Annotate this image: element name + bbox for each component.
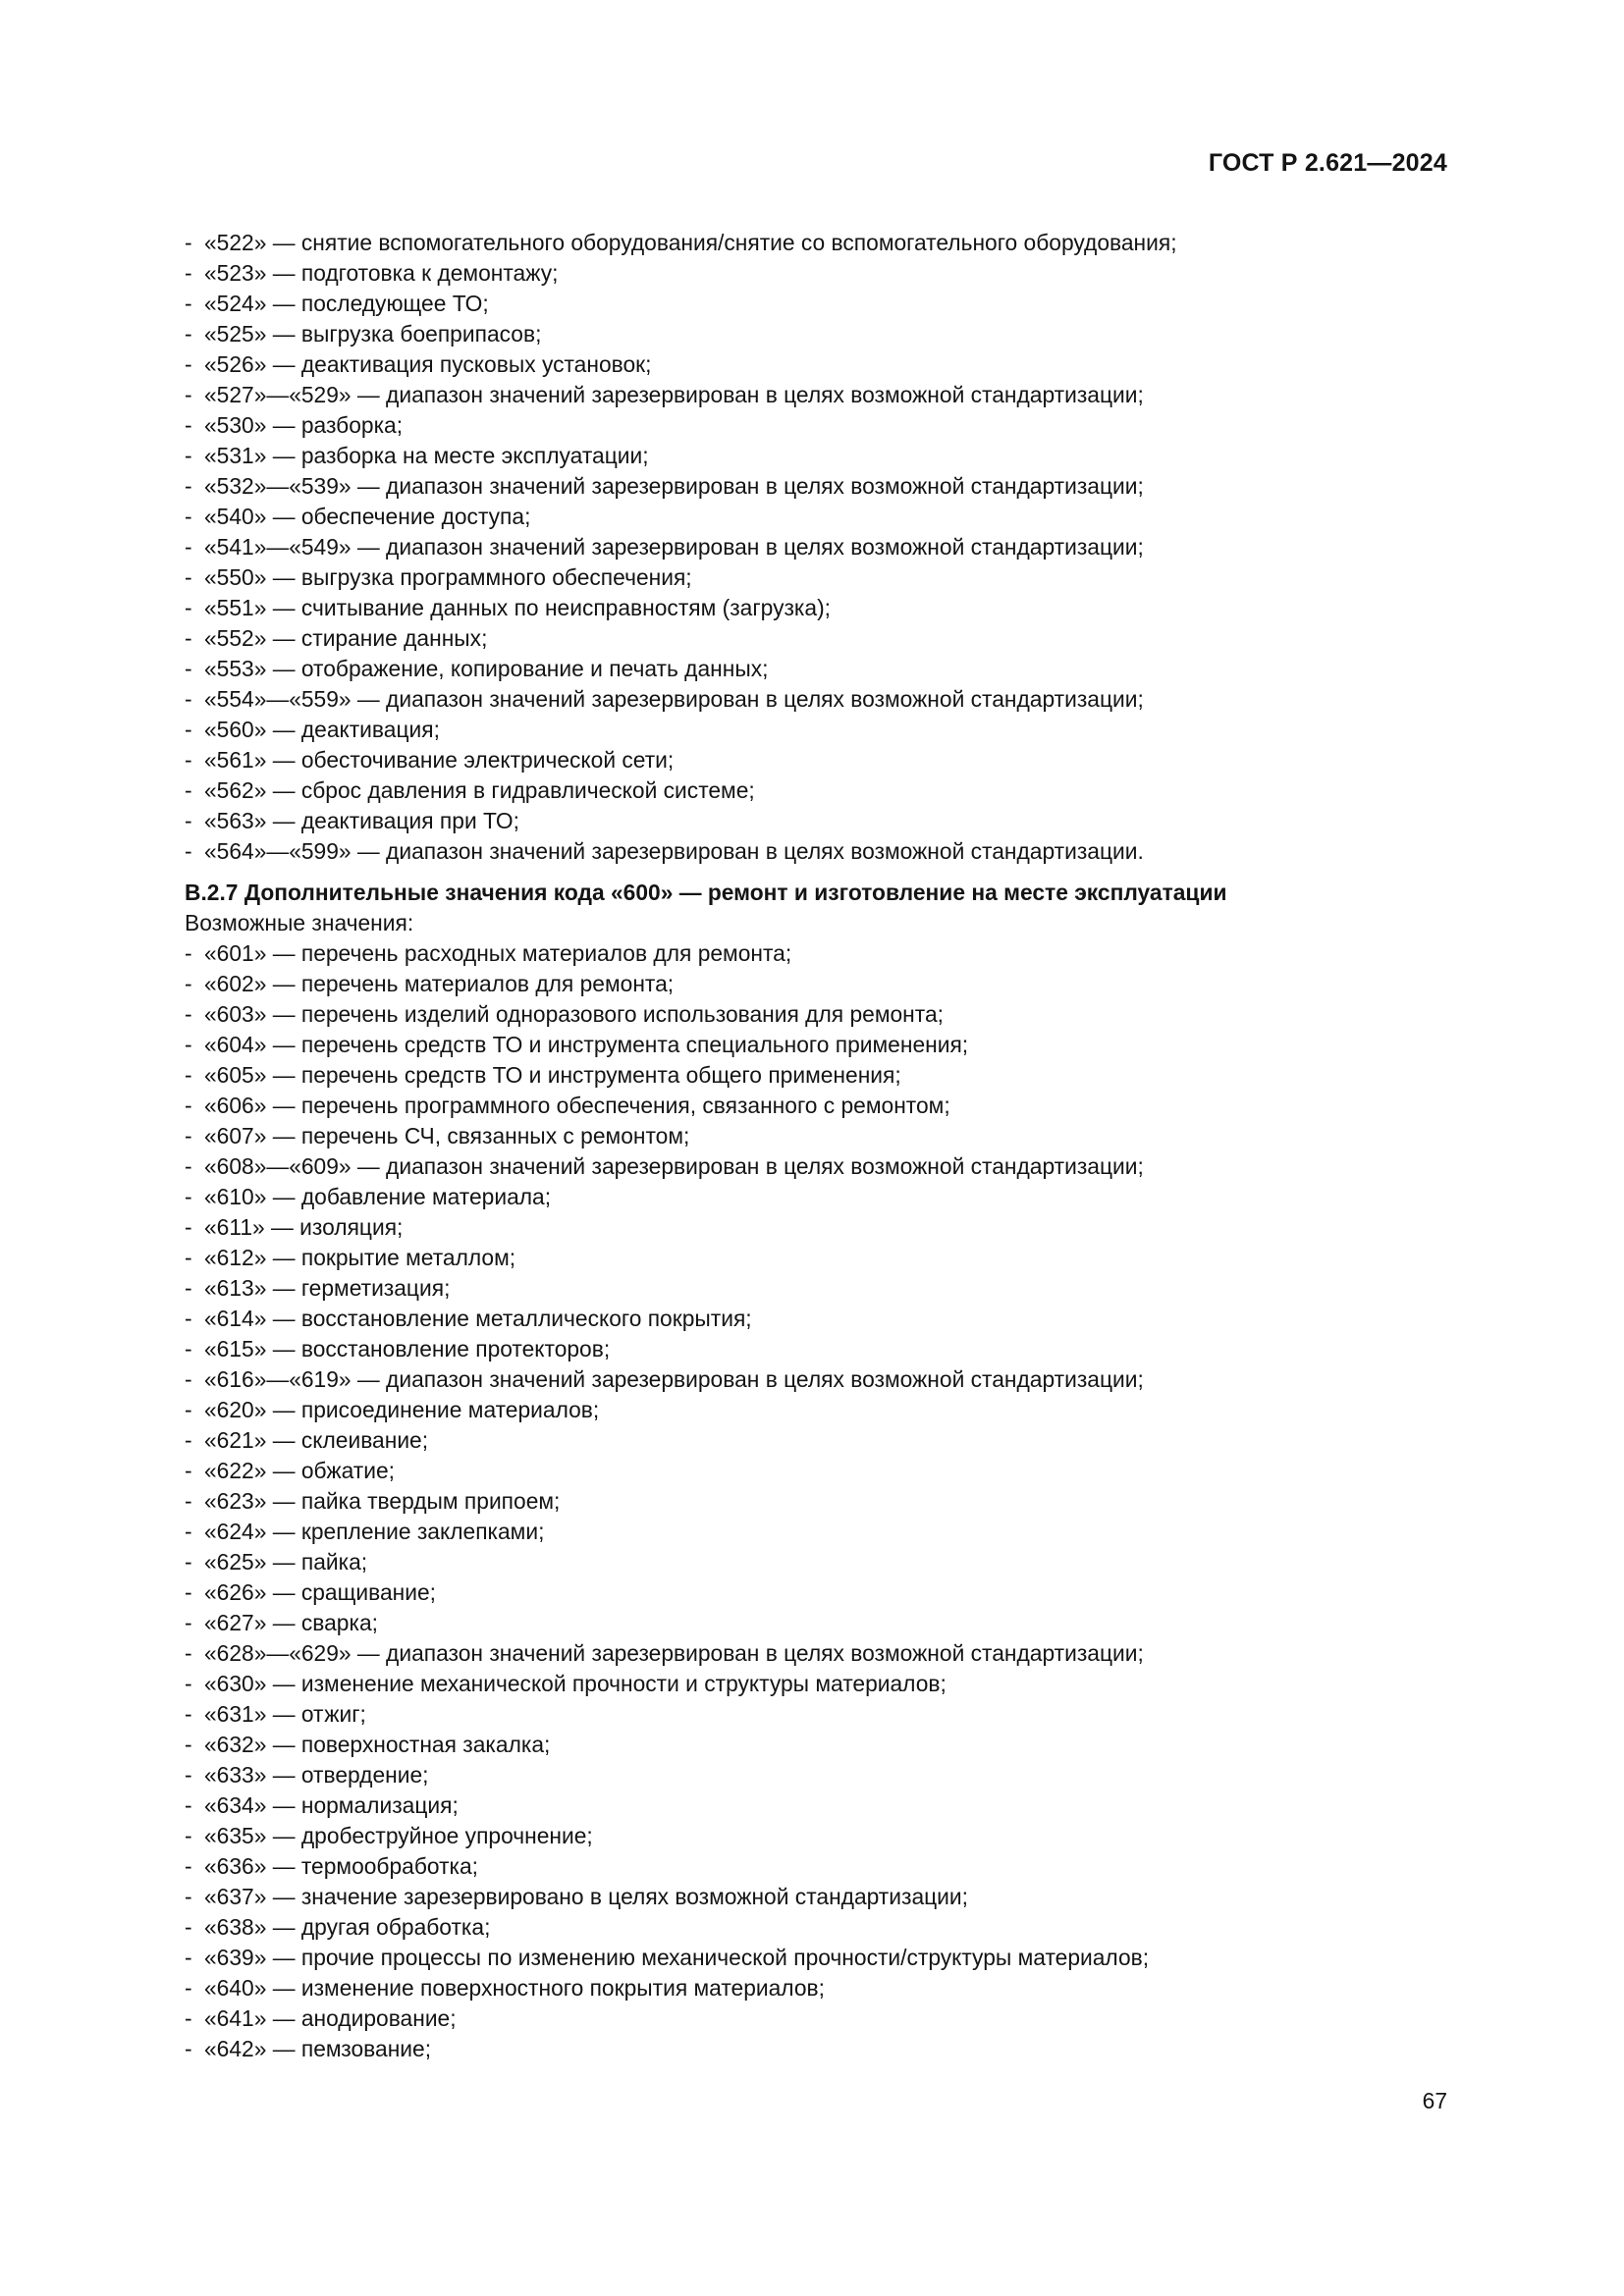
list-item: [185, 1699, 1451, 1730]
list-bullet: -: [185, 1945, 192, 1970]
list-item: [185, 1730, 1451, 1760]
list-bullet: -: [185, 291, 192, 316]
list-item-text: «560» — деактивация;: [204, 717, 440, 742]
list-item: [185, 1304, 1451, 1334]
list-item-text: «612» — покрытие металлом;: [204, 1245, 516, 1270]
section-heading: В.2.7 Дополнительные значения кода «600» — ремонт и изготовление на месте эксплуатации: [185, 880, 1227, 905]
list-item: [185, 684, 1451, 715]
list-bullet: -: [185, 838, 192, 864]
list-bullet: -: [185, 595, 192, 620]
list-item: [185, 1060, 1451, 1091]
list-bullet: -: [185, 230, 192, 255]
list-item-text: «610» — добавление материала;: [204, 1184, 552, 1209]
list-bullet: -: [185, 1488, 192, 1514]
list-item-text: «615» — восстановление протекторов;: [204, 1336, 611, 1362]
list-item: [185, 228, 1451, 258]
list-item: [185, 938, 1451, 969]
list-item: [185, 289, 1451, 319]
list-item: [185, 1121, 1451, 1151]
list-item: [185, 745, 1451, 775]
list-bullet: -: [185, 1245, 192, 1270]
document-header: ГОСТ Р 2.621—2024: [1208, 149, 1447, 177]
list-item: [185, 1182, 1451, 1212]
list-bullet: -: [185, 443, 192, 468]
list-item: [185, 1912, 1451, 1943]
list-bullet: -: [185, 777, 192, 803]
list-item-text: «525» — выгрузка боеприпасов;: [204, 321, 542, 347]
list-bullet: -: [185, 656, 192, 681]
list-item: [185, 1517, 1451, 1547]
list-bullet: -: [185, 1519, 192, 1544]
list-bullet: -: [185, 1093, 192, 1118]
list-bullet: -: [185, 1397, 192, 1422]
list-item: [185, 1790, 1451, 1821]
list-bullet: -: [185, 1458, 192, 1483]
list-bullet: -: [185, 1640, 192, 1666]
list-item: [185, 1395, 1451, 1425]
list-item-text: «562» — сброс давления в гидравлической системе;: [204, 777, 755, 803]
list-bullet: -: [185, 971, 192, 996]
list-item: [185, 1577, 1451, 1608]
list-item: [185, 593, 1451, 623]
list-item-text: «552» — стирание данных;: [204, 625, 488, 651]
list-bullet: -: [185, 1610, 192, 1635]
list-bullet: -: [185, 1153, 192, 1179]
list-bullet: -: [185, 321, 192, 347]
list-item-text: «603» — перечень изделий одноразового использования для ремонта;: [204, 1001, 944, 1027]
list-item: [185, 319, 1451, 349]
list-item: [185, 1760, 1451, 1790]
list-bullet: -: [185, 2036, 192, 2061]
list-item-text: «630» — изменение механической прочности и структуры материалов;: [204, 1671, 947, 1696]
list-item: [185, 562, 1451, 593]
list-item: [185, 1973, 1451, 2003]
list-bullet: -: [185, 1032, 192, 1057]
list-item-text: «550» — выгрузка программного обеспечения;: [204, 564, 692, 590]
list-bullet: -: [185, 1427, 192, 1453]
list-item: [185, 1425, 1451, 1456]
list-item-text: «605» — перечень средств ТО и инструмента общего применения;: [204, 1062, 901, 1088]
list-item-text: «602» — перечень материалов для ремонта;: [204, 971, 675, 996]
code-list-500: [185, 228, 1451, 867]
list-bullet: -: [185, 504, 192, 529]
list-bullet: -: [185, 686, 192, 712]
list-item-text: «523» — подготовка к демонтажу;: [204, 260, 559, 286]
list-item: [185, 441, 1451, 471]
list-bullet: -: [185, 412, 192, 438]
list-item: [185, 380, 1451, 410]
list-bullet: -: [185, 1123, 192, 1148]
list-bullet: -: [185, 1914, 192, 1940]
list-item-text: «633» — отвердение;: [204, 1762, 429, 1788]
list-item-text: «530» — разборка;: [204, 412, 404, 438]
list-item-text: «601» — перечень расходных материалов для ремонта;: [204, 940, 792, 966]
list-bullet: -: [185, 382, 192, 407]
list-bullet: -: [185, 1823, 192, 1848]
list-item-text: «526» — деактивация пусковых установок;: [204, 351, 652, 377]
list-bullet: -: [185, 564, 192, 590]
list-item: [185, 836, 1451, 867]
list-item-text: «522» — снятие вспомогательного оборудования/снятие со вспомогательного оборудования;: [204, 230, 1177, 255]
list-bullet: -: [185, 534, 192, 560]
list-bullet: -: [185, 1214, 192, 1240]
list-item: [185, 1456, 1451, 1486]
list-bullet: -: [185, 1184, 192, 1209]
list-item-text: «531» — разборка на месте эксплуатации;: [204, 443, 649, 468]
list-item: [185, 999, 1451, 1030]
list-bullet: -: [185, 717, 192, 742]
list-bullet: -: [185, 1306, 192, 1331]
list-bullet: -: [185, 1366, 192, 1392]
list-item-text: «611» — изоляция;: [204, 1214, 404, 1240]
list-bullet: -: [185, 747, 192, 773]
list-item: [185, 1486, 1451, 1517]
list-item: [185, 1943, 1451, 1973]
list-item-text: «532»—«539» — диапазон значений зарезервирован в целях возможной стандартизации;: [204, 473, 1144, 499]
list-item-text: «623» — пайка твердым припоем;: [204, 1488, 561, 1514]
list-item-text: «563» — деактивация при ТО;: [204, 808, 519, 833]
list-item-text: «616»—«619» — диапазон значений зарезервирован в целях возможной стандартизации;: [204, 1366, 1144, 1392]
page-number: 67: [1422, 2088, 1447, 2113]
list-bullet: -: [185, 1701, 192, 1727]
list-bullet: -: [185, 1579, 192, 1605]
list-item: [185, 775, 1451, 806]
list-item: [185, 258, 1451, 289]
list-item: [185, 532, 1451, 562]
code-list-600: [185, 938, 1451, 2064]
list-bullet: -: [185, 625, 192, 651]
list-item: [185, 2034, 1451, 2064]
list-item: [185, 806, 1451, 836]
list-item-text: «554»—«559» — диапазон значений зарезервирован в целях возможной стандартизации;: [204, 686, 1144, 712]
list-item: [185, 1882, 1451, 1912]
list-item: [185, 1638, 1451, 1669]
list-bullet: -: [185, 1884, 192, 1909]
list-item-text: «540» — обеспечение доступа;: [204, 504, 531, 529]
page-content: [185, 228, 1451, 2064]
list-item-text: «561» — обесточивание электрической сети;: [204, 747, 675, 773]
list-item-text: «631» — отжиг;: [204, 1701, 366, 1727]
list-item: [185, 1608, 1451, 1638]
list-item: [185, 969, 1451, 999]
list-item-text: «628»—«629» — диапазон значений зарезервирован в целях возможной стандартизации;: [204, 1640, 1144, 1666]
list-item-text: «541»—«549» — диапазон значений зарезервирован в целях возможной стандартизации;: [204, 534, 1144, 560]
list-item: [185, 1243, 1451, 1273]
list-bullet: -: [185, 1853, 192, 1879]
list-item: [185, 1669, 1451, 1699]
list-item-text: «634» — нормализация;: [204, 1792, 459, 1818]
list-bullet: -: [185, 260, 192, 286]
list-item: [185, 349, 1451, 380]
list-item-text: «608»—«609» — диапазон значений зарезервирован в целях возможной стандартизации;: [204, 1153, 1144, 1179]
list-item-text: «613» — герметизация;: [204, 1275, 451, 1301]
list-item: [185, 623, 1451, 654]
list-item-text: «636» — термообработка;: [204, 1853, 479, 1879]
list-item-text: «551» — считывание данных по неисправностям (загрузка);: [204, 595, 832, 620]
list-item: [185, 1821, 1451, 1851]
list-item-text: «553» — отображение, копирование и печать данных;: [204, 656, 769, 681]
list-item-text: «622» — обжатие;: [204, 1458, 395, 1483]
list-item-text: «564»—«599» — диапазон значений зарезервирован в целях возможной стандартизации.: [204, 838, 1144, 864]
list-item-text: «635» — дробеструйное упрочнение;: [204, 1823, 593, 1848]
list-item: [185, 410, 1451, 441]
list-item: [185, 1091, 1451, 1121]
list-bullet: -: [185, 1275, 192, 1301]
list-item-text: «637» — значение зарезервировано в целях возможной стандартизации;: [204, 1884, 968, 1909]
list-item-text: «620» — присоединение материалов;: [204, 1397, 600, 1422]
list-item: [185, 1547, 1451, 1577]
list-bullet: -: [185, 473, 192, 499]
list-item-text: «642» — пемзование;: [204, 2036, 432, 2061]
list-bullet: -: [185, 1001, 192, 1027]
list-item: [185, 1273, 1451, 1304]
list-item-text: «639» — прочие процессы по изменению механической прочности/структуры материалов;: [204, 1945, 1150, 1970]
list-item: [185, 1334, 1451, 1364]
list-item: [185, 1030, 1451, 1060]
list-bullet: -: [185, 1732, 192, 1757]
list-item: [185, 471, 1451, 502]
list-item: [185, 502, 1451, 532]
list-bullet: -: [185, 1975, 192, 2001]
list-item-text: «607» — перечень СЧ, связанных с ремонтом;: [204, 1123, 690, 1148]
list-item: [185, 715, 1451, 745]
list-item-text: «604» — перечень средств ТО и инструмента специального применения;: [204, 1032, 969, 1057]
list-bullet: -: [185, 1792, 192, 1818]
list-bullet: -: [185, 2005, 192, 2031]
list-item-text: «626» — сращивание;: [204, 1579, 436, 1605]
list-bullet: -: [185, 1549, 192, 1575]
list-item-text: «624» — крепление заклепками;: [204, 1519, 545, 1544]
list-item: [185, 1212, 1451, 1243]
list-item-text: «621» — склеивание;: [204, 1427, 429, 1453]
list-item-text: «527»—«529» — диапазон значений зарезервирован в целях возможной стандартизации;: [204, 382, 1144, 407]
list-item-text: «640» — изменение поверхностного покрытия материалов;: [204, 1975, 825, 2001]
list-bullet: -: [185, 1336, 192, 1362]
list-bullet: -: [185, 351, 192, 377]
list-item-text: «627» — сварка;: [204, 1610, 378, 1635]
list-item-text: «632» — поверхностная закалка;: [204, 1732, 551, 1757]
list-item-text: «614» — восстановление металлического покрытия;: [204, 1306, 752, 1331]
list-bullet: -: [185, 1671, 192, 1696]
list-bullet: -: [185, 940, 192, 966]
list-item: [185, 1851, 1451, 1882]
list-item: [185, 2003, 1451, 2034]
list-item: [185, 1151, 1451, 1182]
list-bullet: -: [185, 808, 192, 833]
list-item: [185, 654, 1451, 684]
list-item-text: «638» — другая обработка;: [204, 1914, 491, 1940]
list-item-text: «524» — последующее ТО;: [204, 291, 489, 316]
list-item-text: «606» — перечень программного обеспечения, связанного с ремонтом;: [204, 1093, 950, 1118]
list-bullet: -: [185, 1062, 192, 1088]
list-bullet: -: [185, 1762, 192, 1788]
list-item-text: «641» — анодирование;: [204, 2005, 457, 2031]
list-item: [185, 1364, 1451, 1395]
list-item-text: «625» — пайка;: [204, 1549, 368, 1575]
section-intro: Возможные значения:: [185, 910, 414, 935]
